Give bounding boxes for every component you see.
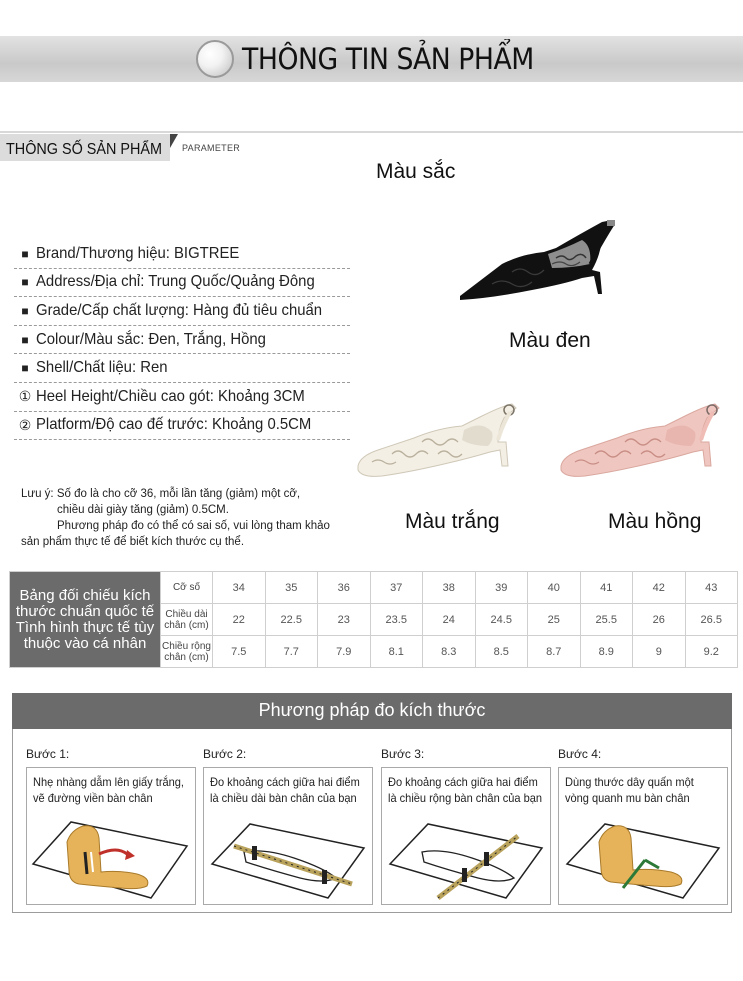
step-label: Bước 2: <box>203 747 247 761</box>
width-cell: 7.9 <box>318 636 371 668</box>
step-line: vòng quanh mu bàn chân <box>565 791 690 805</box>
spec-item-address <box>14 269 350 298</box>
length-cell: 24.5 <box>475 604 528 636</box>
size-cell: 34 <box>213 572 266 604</box>
shoe-pink-image <box>555 396 733 488</box>
spec-item-grade <box>14 297 350 326</box>
length-cell: 22 <box>213 604 266 636</box>
width-cell: 8.7 <box>528 636 581 668</box>
measure-step-3 <box>381 747 551 905</box>
step-line: Dùng thước dây quấn một <box>565 775 694 789</box>
measure-step-2 <box>203 747 373 905</box>
shoe-white-image <box>352 396 530 488</box>
step-line: là chiều dài bàn chân của bạn <box>210 791 357 805</box>
header-circle-icon <box>196 40 234 78</box>
size-cell: 39 <box>475 572 528 604</box>
width-cell: 7.5 <box>213 636 266 668</box>
measure-title: Phương pháp đo kích thước <box>258 700 486 720</box>
instep-measure-image <box>559 812 727 904</box>
step-label: Bước 3: <box>381 747 425 761</box>
step-line: Nhẹ nhàng dẫm lên giấy trắng, <box>33 775 184 789</box>
colour-title: Màu sắc <box>376 160 456 183</box>
number-one-icon: ① <box>18 388 32 405</box>
size-cell: 43 <box>685 572 738 604</box>
spec-item-platform <box>14 412 350 441</box>
size-cell: 42 <box>633 572 686 604</box>
width-cell: 8.5 <box>475 636 528 668</box>
length-measure-image <box>204 812 372 904</box>
step-line: là chiều rộng bàn chân của bạn <box>388 791 543 805</box>
width-cell: 7.7 <box>265 636 318 668</box>
size-chart-table <box>9 571 738 668</box>
length-cell: 25 <box>528 604 581 636</box>
note-line: sản phẩm thực tế để biết kích thước cụ thể. <box>21 536 245 548</box>
spec-text: Brand/Thương hiệu: BIGTREE <box>36 244 240 262</box>
step-label: Bước 4: <box>558 747 602 761</box>
length-cell: 23.5 <box>370 604 423 636</box>
width-cell: 8.3 <box>423 636 476 668</box>
size-cell: 36 <box>318 572 371 604</box>
width-measure-image <box>382 812 550 904</box>
parameter-divider <box>0 131 743 133</box>
size-row-label: Cỡ số <box>161 572 213 604</box>
spec-item-heel-height <box>14 383 350 412</box>
spec-item-colour <box>14 326 350 355</box>
spec-text: Platform/Độ cao đế trước: Khoảng 0.5CM <box>36 416 312 434</box>
length-cell: 22.5 <box>265 604 318 636</box>
colour-label-black: Màu đen <box>509 329 591 352</box>
parameter-label: THÔNG SỐ SẢN PHẨM <box>6 141 163 158</box>
step-line: Đo khoảng cách giữa hai điểm <box>210 775 360 789</box>
foot-on-paper-image <box>27 812 195 904</box>
size-cell: 38 <box>423 572 476 604</box>
bullet-icon: ■ <box>21 303 29 318</box>
spec-list <box>14 240 350 440</box>
spec-item-brand <box>14 240 350 269</box>
spec-text: Grade/Cấp chất lượng: Hàng đủ tiêu chuẩn <box>36 301 323 319</box>
page-title: THÔNG TIN SẢN PHẨM <box>242 42 534 76</box>
bullet-icon: ■ <box>21 332 29 347</box>
step-description <box>210 774 361 806</box>
step-card <box>26 767 196 905</box>
length-cell: 24 <box>423 604 476 636</box>
step-card <box>203 767 373 905</box>
colour-label-pink: Màu hồng <box>608 510 702 533</box>
size-cell: 40 <box>528 572 581 604</box>
size-note <box>21 486 361 550</box>
width-cell: 8.1 <box>370 636 423 668</box>
width-row-label: Chiều rộng chân (cm) <box>161 636 213 668</box>
spec-item-shell <box>14 354 350 383</box>
width-cell: 9.2 <box>685 636 738 668</box>
colour-label-white: Màu trắng <box>405 510 500 533</box>
bullet-icon: ■ <box>21 246 29 261</box>
width-cell: 8.9 <box>580 636 633 668</box>
length-cell: 25.5 <box>580 604 633 636</box>
step-card <box>558 767 728 905</box>
spec-text: Colour/Màu sắc: Đen, Trắng, Hồng <box>36 330 266 348</box>
measure-step-1 <box>26 747 196 905</box>
length-cell: 23 <box>318 604 371 636</box>
step-description <box>388 774 543 806</box>
note-line: Lưu ý: Số đo là cho cỡ 36, mỗi lần tăng (giảm) một cỡ, <box>21 488 301 500</box>
note-line: Phương pháp đo có thể có sai số, vui lòng tham khảo <box>57 520 330 532</box>
size-cell: 35 <box>265 572 318 604</box>
spec-text: Address/Địa chỉ: Trung Quốc/Quảng Đông <box>36 273 315 291</box>
length-row-label: Chiều dài chân (cm) <box>161 604 213 636</box>
size-chart-heading: Bảng đối chiếu kích thước chuẩn quốc tế Tình hình thực tế tùy thuộc vào cá nhân <box>10 572 161 668</box>
parameter-tab-corner <box>170 134 178 148</box>
step-card <box>381 767 551 905</box>
step-description <box>33 774 184 806</box>
length-cell: 26.5 <box>685 604 738 636</box>
step-label: Bước 1: <box>26 747 70 761</box>
step-line: Đo khoảng cách giữa hai điểm <box>388 775 538 789</box>
bullet-icon: ■ <box>21 275 29 290</box>
shoe-black-image <box>452 212 642 308</box>
parameter-label-en: PARAMETER <box>182 143 241 153</box>
measure-step-4 <box>558 747 728 905</box>
note-line: chiều dài giày tăng (giảm) 0.5CM. <box>57 504 229 516</box>
step-description <box>565 774 716 806</box>
size-cell: 41 <box>580 572 633 604</box>
table-row <box>10 572 738 604</box>
bullet-icon: ■ <box>21 361 29 376</box>
spec-text: Heel Height/Chiều cao gót: Khoảng 3CM <box>36 387 305 405</box>
spec-text: Shell/Chất liệu: Ren <box>36 359 168 377</box>
number-two-icon: ② <box>18 416 32 433</box>
step-line: vẽ đường viền bàn chân <box>33 791 153 805</box>
width-cell: 9 <box>633 636 686 668</box>
length-cell: 26 <box>633 604 686 636</box>
size-cell: 37 <box>370 572 423 604</box>
